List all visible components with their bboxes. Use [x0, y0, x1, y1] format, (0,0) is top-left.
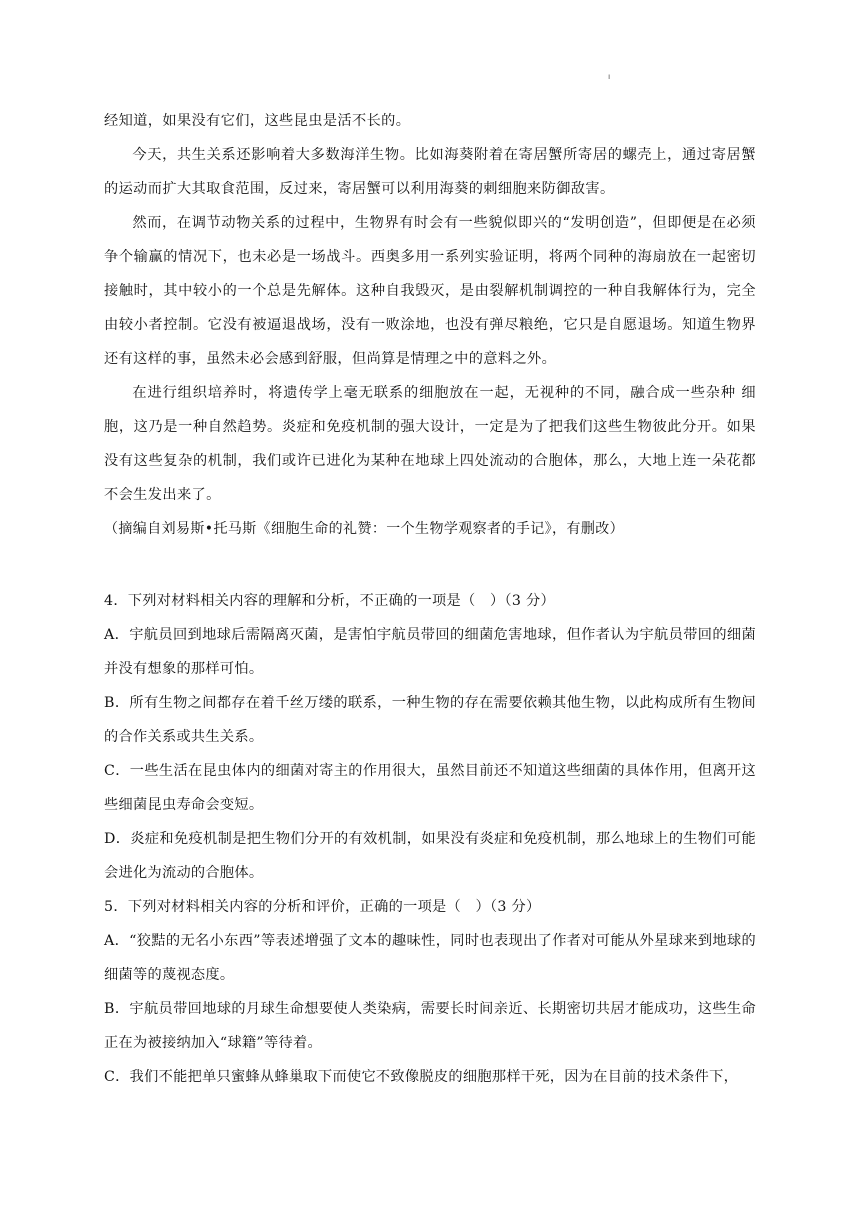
question-4-option-c: C．一些生活在昆虫体内的细菌对寄主的作用很大，虽然目前还不知道这些细菌的具体作用，但离开这些细菌昆虫寿命会变短。	[104, 763, 756, 813]
reading-passage	[104, 104, 756, 546]
passage-paragraph: 经知道，如果没有它们，这些昆虫是活不长的。	[104, 113, 411, 129]
page-marker: ı	[608, 72, 611, 81]
question-4-stem: 4．下列对材料相关内容的理解和分析，不正确的一项是（ ）（3 分）	[104, 593, 555, 609]
question-5-option-c: C．我们不能把单只蜜蜂从蜂巢取下而使它不致像脱皮的细胞那样干死，因为在目前的技术条件下，	[104, 1069, 739, 1085]
question-5-option-b: B．宇航员带回地球的月球生命想要使人类染病，需要长时间亲近、长期密切共居才能成功，这些生命正在为被接纳加入“球籍”等待着。	[104, 1001, 756, 1051]
passage-source: （摘编自刘易斯•托马斯《细胞生命的礼赞：一个生物学观察者的手记》，有删改）	[104, 521, 625, 537]
question-4-option-d: D．炎症和免疫机制是把生物们分开的有效机制，如果没有炎症和免疫机制，那么地球上的生物们可能会进化为流动的合胞体。	[104, 831, 756, 881]
question-section	[104, 584, 756, 1094]
passage-paragraph: 今天，共生关系还影响着大多数海洋生物。比如海葵附着在寄居蟹所寄居的螺壳上，通过寄居蟹的运动而扩大其取食范围，反过来，寄居蟹可以利用海葵的刺细胞来防御敌害。	[104, 147, 756, 197]
question-4-option-a: A．宇航员回到地球后需隔离灭菌，是害怕宇航员带回的细菌危害地球，但作者认为宇航员带回的细菌并没有想象的那样可怕。	[104, 627, 756, 677]
question-4-option-b: B．所有生物之间都存在着千丝万缕的联系，一种生物的存在需要依赖其他生物，以此构成所有生物间的合作关系或共生关系。	[104, 695, 756, 745]
question-5-stem: 5．下列对材料相关内容的分析和评价，正确的一项是（ ）（3 分）	[104, 899, 541, 915]
passage-paragraph: 然而，在调节动物关系的过程中，生物界有时会有一些貌似即兴的“发明创造”，但即便是在必须争个输赢的情况下，也未必是一场战斗。西奥多用一系列实验证明，将两个同种的海扇放在一起密切接触时，其中较小的一个总是先解体。这种自我毁灭，是由裂解机制调控的一种自我解体行为，完全由较小者控制。它没有被逼退战场，没有一败涂地，也没有弹尽粮绝，它只是自愿退场。知道生物界还有这样的事，虽然未必会感到舒服，但尚算是情理之中的意料之外。	[104, 215, 756, 367]
passage-paragraph: 在进行组织培养时，将遗传学上毫无联系的细胞放在一起，无视种的不同，融合成一些杂种 细胞，这乃是一种自然趋势。炎症和免疫机制的强大设计，一定是为了把我们这些生物彼此分开。如果没有这些复杂的机制，我们或许已进化为某种在地球上四处流动的合胞体，那么，大地上连一朵花都不会生发出来了。	[104, 385, 756, 503]
question-5-option-a: A．“狡黠的无名小东西”等表述增强了文本的趣味性，同时也表现出了作者对可能从外星球来到地球的细菌等的蔑视态度。	[104, 933, 756, 983]
